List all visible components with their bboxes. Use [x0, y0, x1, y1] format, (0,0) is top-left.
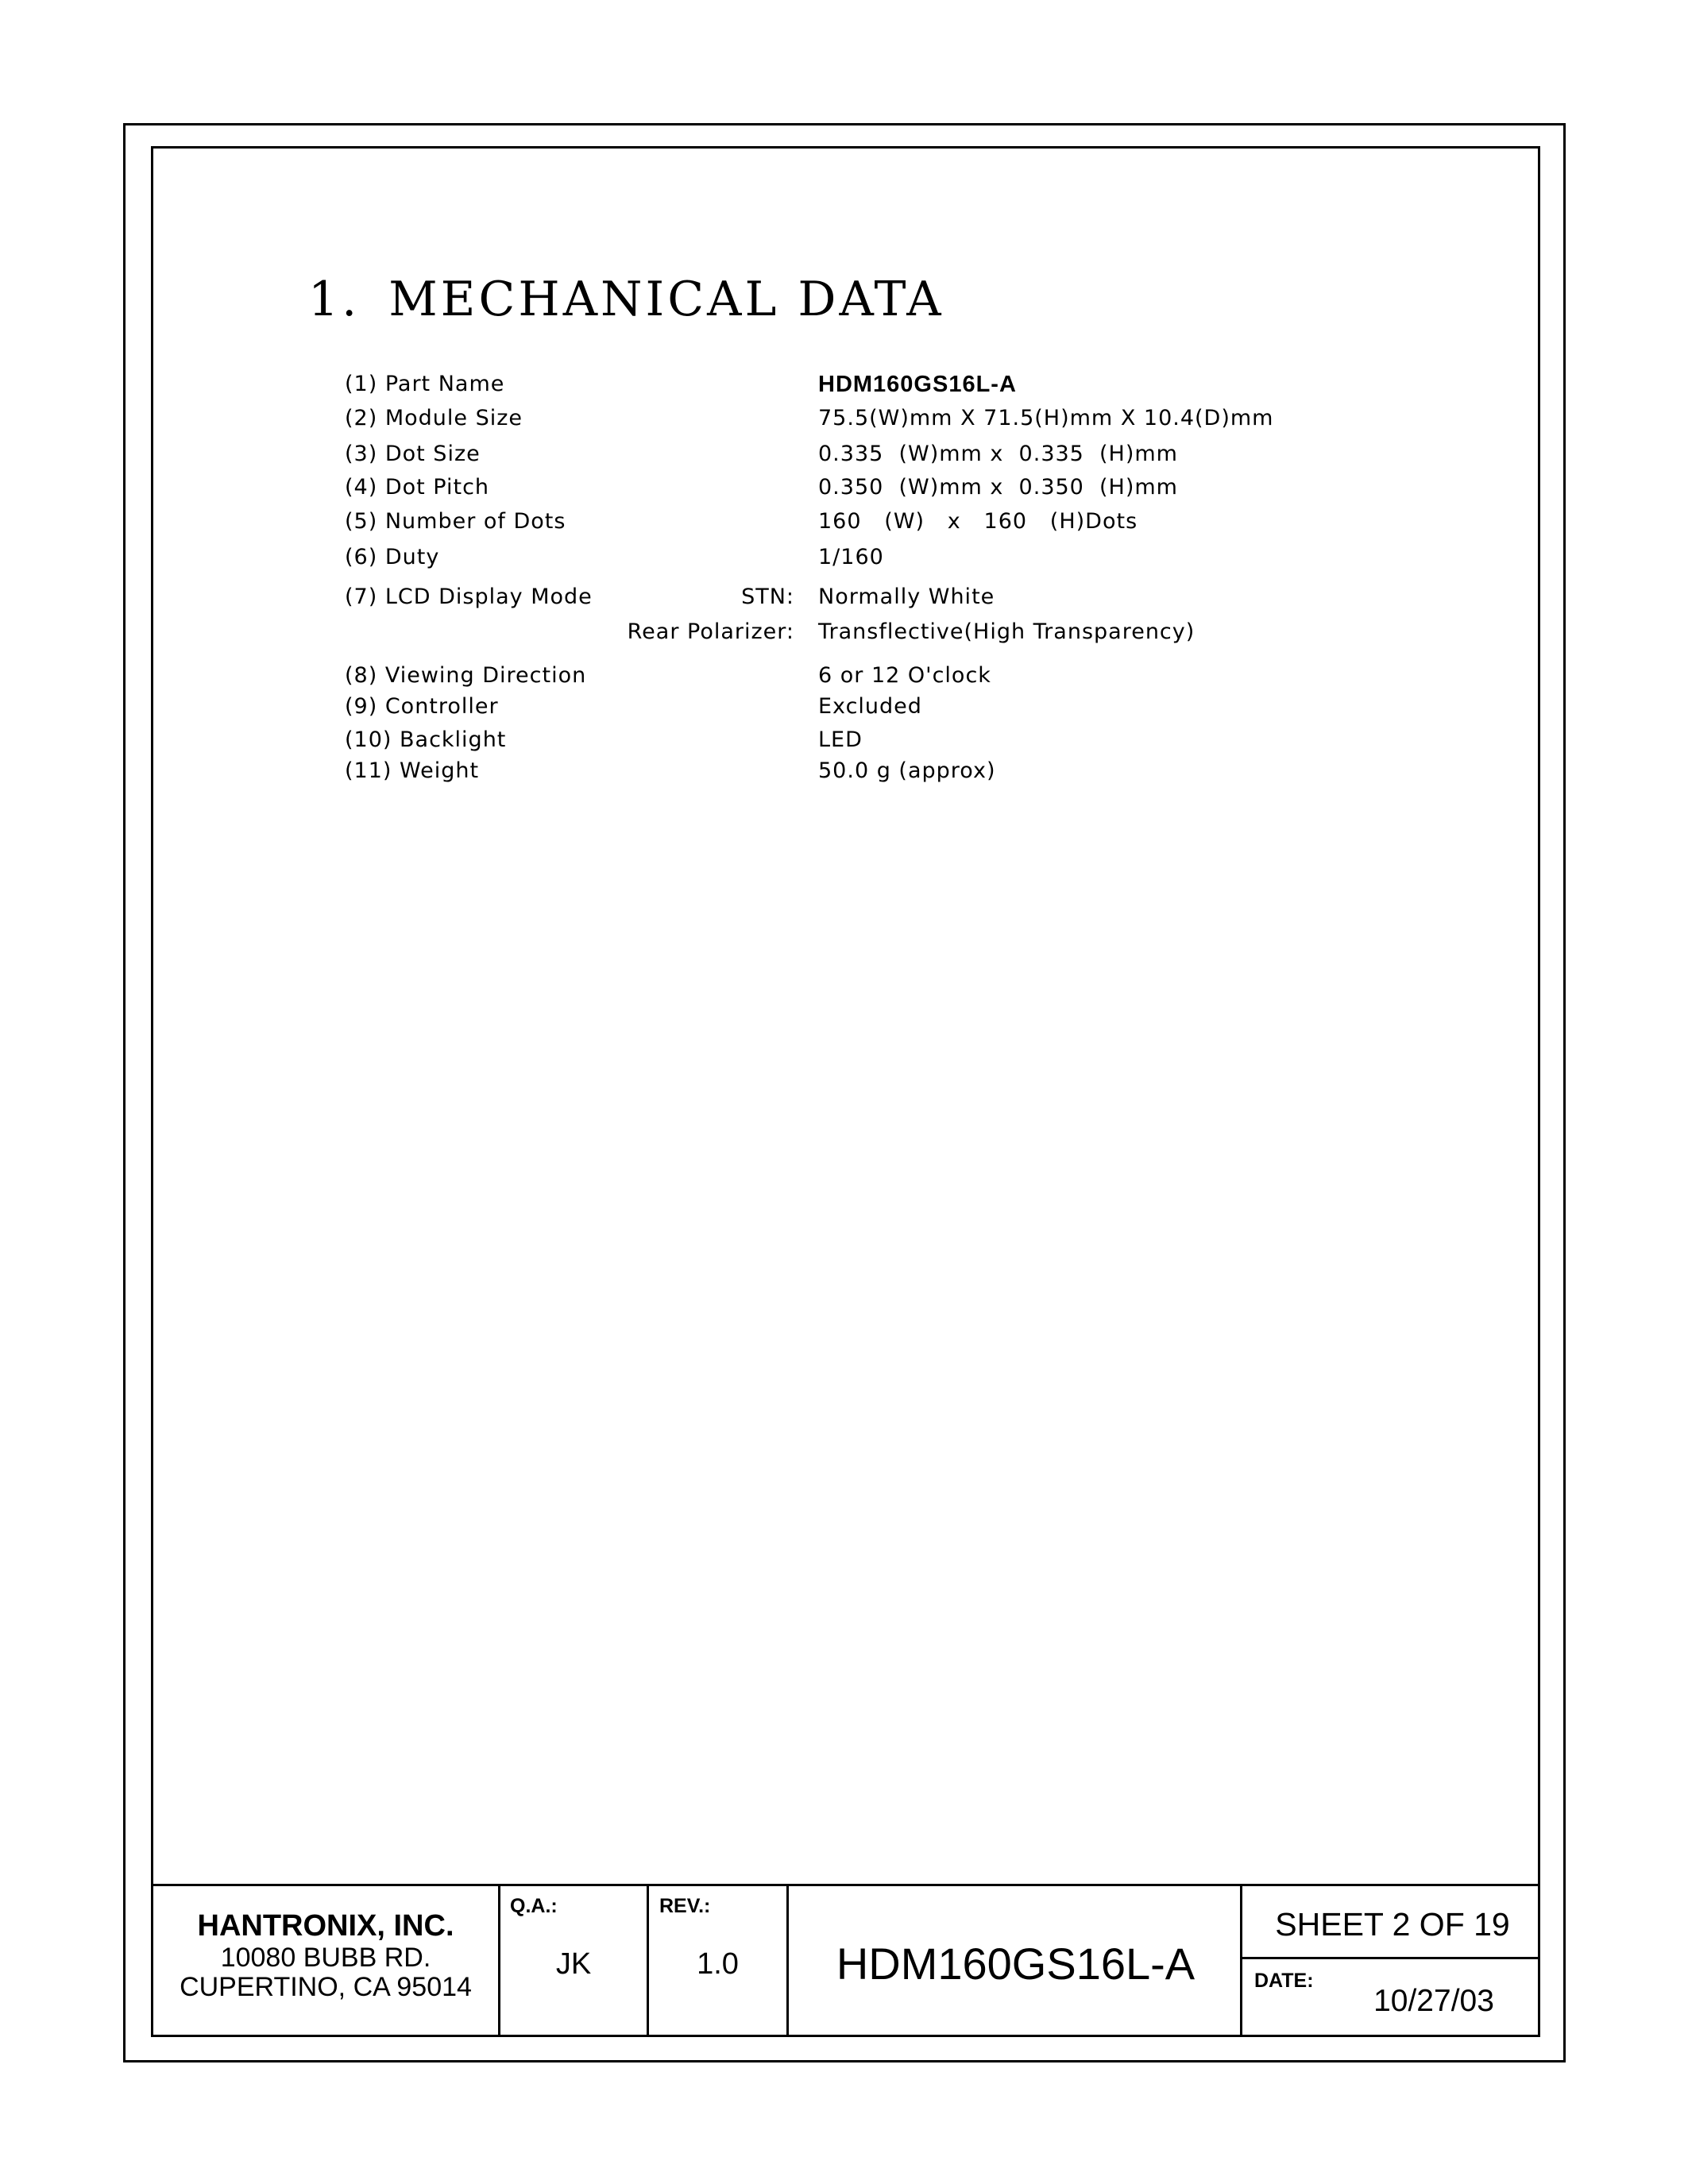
section-title: [308, 272, 944, 327]
rev-value: 1.0: [697, 1947, 739, 1981]
spec-row-number-of-dots: [0, 509, 1688, 541]
spec-value: 50.0 g (approx): [818, 758, 996, 783]
spec-label: (6) Duty: [345, 545, 440, 569]
divider: [786, 1884, 789, 2037]
spec-label: (11) Weight: [345, 758, 480, 783]
spec-row-module-size: [0, 406, 1688, 438]
company-address-line2: CUPERTINO, CA 95014: [180, 1972, 472, 2002]
spec-label: (5) Number of Dots: [345, 509, 566, 534]
spec-label: (8) Viewing Direction: [345, 663, 587, 688]
spec-row-dot-pitch: [0, 475, 1688, 507]
title-block: [151, 1884, 1540, 2037]
company-name: HANTRONIX, INC.: [197, 1909, 454, 1943]
title-block-top-rule: [151, 1884, 1540, 1886]
spec-value: Transflective(High Transparency): [818, 619, 1196, 644]
spec-value: HDM160GS16L-A: [818, 372, 1017, 397]
date-value: 10/27/03: [1373, 1984, 1494, 2018]
spec-row-part-name: [0, 372, 1688, 403]
spec-label: (3) Dot Size: [345, 442, 481, 466]
spec-row-backlight: [0, 727, 1688, 759]
spec-value: 0.335 (W)mm x 0.335 (H)mm: [818, 442, 1178, 466]
part-number: HDM160GS16L-A: [836, 1939, 1196, 1989]
company-address-line1: 10080 BUBB RD.: [220, 1943, 431, 1973]
spec-value: 6 or 12 O'clock: [818, 663, 991, 688]
spec-row-dot-size: [0, 442, 1688, 473]
date-label: DATE:: [1254, 1970, 1314, 1992]
divider: [1242, 1957, 1540, 1959]
spec-value: 75.5(W)mm X 71.5(H)mm X 10.4(D)mm: [818, 406, 1274, 430]
spec-value: 0.350 (W)mm x 0.350 (H)mm: [818, 475, 1178, 500]
spec-label: (1) Part Name: [345, 372, 505, 396]
spec-value: Excluded: [818, 694, 922, 719]
spec-row-lcd-display-mode: [0, 585, 1688, 616]
section-number: 1.: [308, 272, 361, 327]
spec-value: 160 (W) x 160 (H)Dots: [818, 509, 1138, 534]
rev-label: REV.:: [659, 1895, 711, 1917]
spec-sublabel: Rear Polarizer:: [627, 619, 794, 644]
spec-value: Normally White: [818, 585, 995, 609]
spec-label: (2) Module Size: [345, 406, 523, 430]
sheet-number: SHEET 2 OF 19: [1275, 1906, 1510, 1943]
spec-sublabel: STN:: [741, 585, 794, 609]
qa-value: JK: [555, 1947, 592, 1981]
spec-label: (7) LCD Display Mode: [345, 585, 593, 609]
spec-row-duty: [0, 545, 1688, 577]
qa-label: Q.A.:: [510, 1895, 558, 1917]
spec-value: LED: [818, 727, 863, 752]
spec-label: (9) Controller: [345, 694, 499, 719]
spec-label: (10) Backlight: [345, 727, 507, 752]
spec-row-rear-polarizer: [0, 619, 1688, 651]
section-title-text: MECHANICAL DATA: [388, 272, 944, 327]
spec-value: 1/160: [818, 545, 884, 569]
spec-row-weight: [0, 758, 1688, 790]
spec-row-viewing-direction: [0, 663, 1688, 695]
spec-row-controller: [0, 694, 1688, 726]
spec-label: (4) Dot Pitch: [345, 475, 490, 500]
